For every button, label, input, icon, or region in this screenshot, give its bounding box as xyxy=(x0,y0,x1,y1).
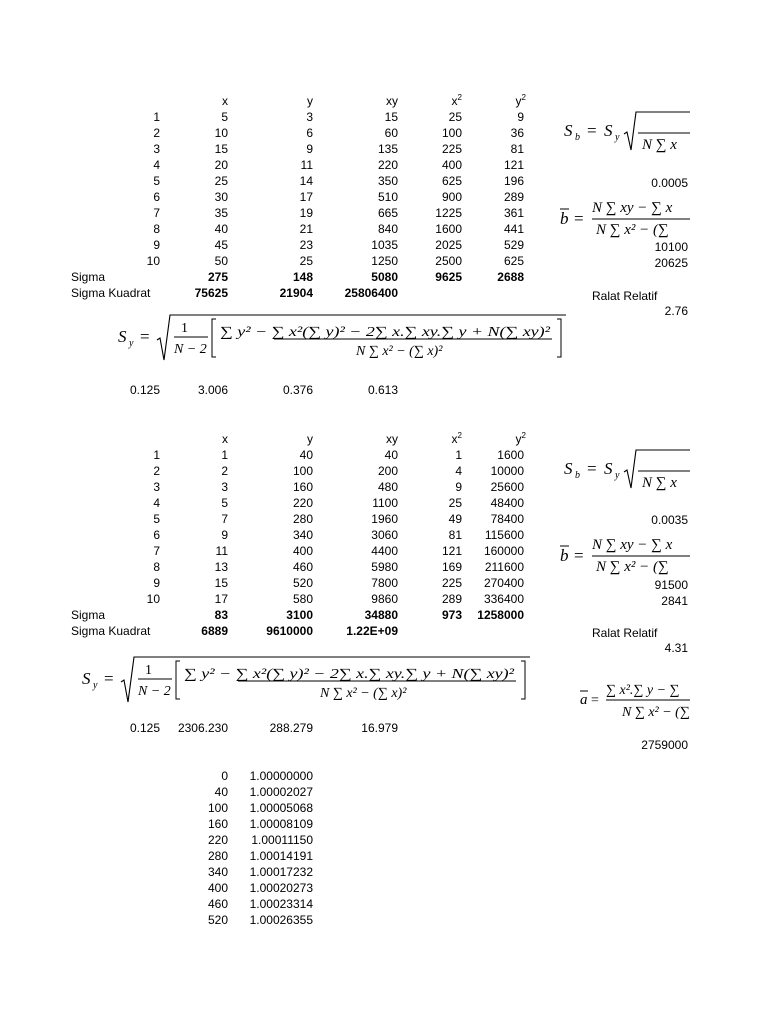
header-y: y xyxy=(307,432,313,446)
table-row xyxy=(0,913,768,928)
x2-value: 289 xyxy=(441,592,462,606)
sb-formula-1 xyxy=(560,106,690,154)
a-equals: = xyxy=(591,693,599,708)
y-value: 17 xyxy=(299,190,313,204)
header-x2-exp: 2 xyxy=(457,431,462,440)
x2-value: 400 xyxy=(441,158,462,172)
header-y2 xyxy=(480,432,526,447)
header-x2-base: x xyxy=(451,94,458,108)
y2-value: 1600 xyxy=(497,448,524,462)
bracket-right xyxy=(557,319,561,357)
x2-value: 1600 xyxy=(435,222,462,236)
t3-ratio-value: 1.00008109 xyxy=(249,817,313,831)
row-number: 3 xyxy=(153,142,160,156)
y-value: 9 xyxy=(306,142,313,156)
b-formula-1 xyxy=(556,196,690,242)
sy-subscript: y xyxy=(615,132,620,143)
y-value: 6 xyxy=(306,126,313,140)
bottom-value-2: 3.006 xyxy=(197,383,228,397)
row-number: 6 xyxy=(153,190,160,204)
header-y2-exp: 2 xyxy=(521,93,526,102)
row-number: 3 xyxy=(153,480,160,494)
row-number: 1 xyxy=(153,110,160,124)
sy-symbol: S xyxy=(118,327,127,346)
x-value: 2 xyxy=(221,464,228,478)
xy-value: 40 xyxy=(384,448,398,462)
a-numerator: ∑ x².∑ y − ∑ xyxy=(606,683,680,698)
t3-x-value: 0 xyxy=(221,769,228,783)
sigma-kuadrat-y: 21904 xyxy=(279,286,313,300)
sigma-y: 148 xyxy=(292,270,313,284)
sy-denominator: N ∑ x² − (∑ x)² xyxy=(356,344,443,359)
sigma-kuadrat-x: 6889 xyxy=(201,624,228,638)
sy-nm2: N − 2 xyxy=(138,684,171,699)
sigma-kuadrat-label: Sigma Kuadrat xyxy=(71,624,151,638)
header-x2-base: x xyxy=(451,432,458,446)
x2-value: 1 xyxy=(455,448,462,462)
y2-value: 115600 xyxy=(484,528,524,542)
y2-value: 121 xyxy=(503,158,524,172)
y2-value: 336400 xyxy=(483,592,524,606)
row-number: 9 xyxy=(153,238,160,252)
sigma-x: 83 xyxy=(214,608,228,622)
sb-symbol: S xyxy=(564,121,573,140)
table-row xyxy=(0,801,768,816)
y-value: 3 xyxy=(306,110,313,124)
table1-sigma-row xyxy=(0,270,768,285)
y2-value: 78400 xyxy=(490,512,524,526)
row-number: 2 xyxy=(153,464,160,478)
x2-value: 49 xyxy=(448,512,462,526)
sy-denominator: N ∑ x² − (∑ x)² xyxy=(320,686,407,701)
y2-value: 196 xyxy=(503,174,524,188)
sy-one: 1 xyxy=(145,663,152,678)
xy-value: 480 xyxy=(377,480,398,494)
sigma-x: 275 xyxy=(207,270,228,284)
header-y2 xyxy=(480,94,526,109)
b-denominator: N ∑ x² − (∑ xyxy=(596,222,669,238)
y2-value: 441 xyxy=(503,222,524,236)
a-formula xyxy=(578,678,690,724)
xy-value: 665 xyxy=(377,206,398,220)
xy-value: 9860 xyxy=(371,592,398,606)
bottom-value-4: 0.613 xyxy=(367,383,398,397)
sy-subscript: y xyxy=(129,338,134,349)
t1-ralat-value: 2.76 xyxy=(664,304,688,318)
bottom-value-3: 288.279 xyxy=(269,721,313,735)
y2-value: 9 xyxy=(517,110,524,124)
y-value: 220 xyxy=(292,496,313,510)
t3-x-value: 160 xyxy=(207,817,228,831)
header-xy: xy xyxy=(386,432,398,446)
sb-subscript: b xyxy=(575,132,580,143)
t3-x-value: 40 xyxy=(214,785,228,799)
b-numerator: N ∑ xy − ∑ x xyxy=(592,537,673,553)
x2-value: 4 xyxy=(455,464,462,478)
sy-symbol: S xyxy=(604,121,613,140)
b-symbol: b xyxy=(560,209,569,228)
t3-x-value: 220 xyxy=(207,833,228,847)
y2-value: 361 xyxy=(503,206,524,220)
sb-symbol: S xyxy=(564,459,573,478)
t1-b-value: 0.0005 xyxy=(651,176,688,190)
x-value: 15 xyxy=(214,142,228,156)
table-row xyxy=(0,881,768,896)
x-value: 40 xyxy=(214,222,228,236)
sb-formula-2 xyxy=(560,444,690,492)
y-value: 23 xyxy=(299,238,313,252)
xy-value: 1250 xyxy=(371,254,398,268)
sigma-xy: 5080 xyxy=(371,270,398,284)
xy-value: 840 xyxy=(377,222,398,236)
sy-numerator: ∑ y² − ∑ x²(∑ y)² − 2∑ x.∑ xy.∑ y + N(∑ xy)² xyxy=(184,667,516,682)
table-row xyxy=(0,897,768,912)
sy-subscript: y xyxy=(615,470,620,481)
row-number: 1 xyxy=(153,448,160,462)
t1-num-value: 10100 xyxy=(654,240,688,254)
x2-value: 25 xyxy=(448,110,462,124)
sy-one: 1 xyxy=(181,321,188,336)
sy-formula-2 xyxy=(80,654,532,704)
bottom-value-1: 0.125 xyxy=(129,721,160,735)
x-value: 3 xyxy=(221,480,228,494)
x2-value: 225 xyxy=(441,142,462,156)
x-value: 30 xyxy=(214,190,228,204)
row-number: 10 xyxy=(146,254,160,268)
sb-subscript: b xyxy=(575,470,580,481)
t3-x-value: 400 xyxy=(207,881,228,895)
xy-value: 4400 xyxy=(371,544,398,558)
bottom-value-4: 16.979 xyxy=(361,721,398,735)
x2-value: 900 xyxy=(441,190,462,204)
xy-value: 350 xyxy=(377,174,398,188)
t2-num-value: 91500 xyxy=(654,578,688,592)
x-value: 7 xyxy=(221,512,228,526)
row-number: 4 xyxy=(153,158,160,172)
x-value: 15 xyxy=(214,576,228,590)
table-row xyxy=(0,158,768,173)
x2-value: 169 xyxy=(441,560,462,574)
x2-value: 9 xyxy=(455,480,462,494)
table-row xyxy=(0,785,768,800)
row-number: 7 xyxy=(153,544,160,558)
t3-x-value: 100 xyxy=(207,801,228,815)
t3-x-value: 280 xyxy=(207,849,228,863)
row-number: 9 xyxy=(153,576,160,590)
y-value: 460 xyxy=(292,560,313,574)
xy-value: 200 xyxy=(377,464,398,478)
t3-x-value: 340 xyxy=(207,865,228,879)
sb-denominator: N ∑ x xyxy=(642,137,677,153)
row-number: 2 xyxy=(153,126,160,140)
sigma-y2: 2688 xyxy=(497,270,524,284)
table2-sigma-row xyxy=(0,608,768,623)
row-number: 8 xyxy=(153,560,160,574)
y2-value: 270400 xyxy=(483,576,524,590)
bracket-left xyxy=(176,661,180,699)
xy-value: 510 xyxy=(377,190,398,204)
b-equals: = xyxy=(574,209,584,228)
row-number: 10 xyxy=(146,592,160,606)
xy-value: 1960 xyxy=(371,512,398,526)
y2-value: 48400 xyxy=(490,496,524,510)
sy-numerator: ∑ y² − ∑ x²(∑ y)² − 2∑ x.∑ xy.∑ y + N(∑ xy)² xyxy=(220,325,552,340)
t1-den-value: 20625 xyxy=(654,256,688,270)
a-symbol: a xyxy=(580,692,588,708)
row-number: 6 xyxy=(153,528,160,542)
y2-value: 25600 xyxy=(490,480,524,494)
x2-value: 225 xyxy=(441,576,462,590)
y2-value: 10000 xyxy=(490,464,524,478)
x-value: 10 xyxy=(214,126,228,140)
table-row xyxy=(0,817,768,832)
sy-formula-1 xyxy=(116,312,568,362)
t2-b-value: 0.0035 xyxy=(651,513,688,527)
x-value: 11 xyxy=(215,544,228,558)
sb-equals: = xyxy=(587,121,597,140)
t2-a-value: 2759000 xyxy=(641,738,688,752)
y2-value: 529 xyxy=(503,238,524,252)
y-value: 400 xyxy=(292,544,313,558)
b-denominator: N ∑ x² − (∑ xyxy=(596,559,669,575)
b-symbol: b xyxy=(560,546,569,565)
y-value: 19 xyxy=(299,206,313,220)
t3-ratio-value: 1.00026355 xyxy=(249,913,313,927)
x-value: 5 xyxy=(221,110,228,124)
sigma-xy: 34880 xyxy=(364,608,398,622)
bottom-value-2: 2306.230 xyxy=(177,721,228,735)
x2-value: 625 xyxy=(441,174,462,188)
xy-value: 220 xyxy=(377,158,398,172)
x2-value: 100 xyxy=(441,126,462,140)
bottom-value-3: 0.376 xyxy=(282,383,313,397)
row-number: 5 xyxy=(153,512,160,526)
sy-nm2: N − 2 xyxy=(174,342,207,357)
sy-symbol: S xyxy=(82,669,91,688)
t3-ratio-value: 1.00023314 xyxy=(249,897,313,911)
sb-denominator: N ∑ x xyxy=(642,475,677,491)
y-value: 21 xyxy=(299,222,313,236)
y2-value: 160000 xyxy=(483,544,524,558)
bottom-value-1: 0.125 xyxy=(129,383,160,397)
b-numerator: N ∑ xy − ∑ x xyxy=(592,200,673,216)
sigma-kuadrat-xy: 1.22E+09 xyxy=(346,624,398,638)
x-value: 45 xyxy=(214,238,228,252)
y-value: 280 xyxy=(292,512,313,526)
y-value: 160 xyxy=(292,480,313,494)
y-value: 40 xyxy=(299,448,313,462)
header-x2 xyxy=(420,94,462,109)
sb-equals: = xyxy=(587,459,597,478)
t3-ratio-value: 1.00017232 xyxy=(249,865,313,879)
t3-x-value: 520 xyxy=(207,913,228,927)
xy-value: 3060 xyxy=(371,528,398,542)
sy-equals: = xyxy=(104,669,114,688)
x-value: 9 xyxy=(221,528,228,542)
xy-value: 1100 xyxy=(372,496,398,510)
header-y2-base: y xyxy=(515,432,522,446)
xy-value: 5980 xyxy=(371,560,398,574)
a-denominator: N ∑ x² − (∑ xyxy=(622,705,690,720)
y-value: 25 xyxy=(299,254,313,268)
bracket-right xyxy=(521,661,525,699)
row-number: 7 xyxy=(153,206,160,220)
table-row xyxy=(0,496,768,511)
b-equals: = xyxy=(574,546,584,565)
xy-value: 1035 xyxy=(371,238,398,252)
b-formula-2 xyxy=(556,533,690,579)
xy-value: 135 xyxy=(377,142,398,156)
t3-ratio-value: 1.00020273 xyxy=(249,881,313,895)
t2-ralat-label: Ralat Relatif xyxy=(592,626,658,640)
sigma-y: 3100 xyxy=(286,608,313,622)
t3-ratio-value: 1.00002027 xyxy=(249,785,313,799)
xy-value: 15 xyxy=(384,110,398,124)
y2-value: 625 xyxy=(503,254,524,268)
t3-x-value: 460 xyxy=(207,897,228,911)
t3-ratio-value: 1.00014191 xyxy=(249,849,313,863)
x2-value: 121 xyxy=(441,544,462,558)
y-value: 520 xyxy=(292,576,313,590)
sigma-x2: 973 xyxy=(441,608,462,622)
header-y: y xyxy=(307,94,313,108)
table-row xyxy=(0,849,768,864)
x2-value: 2025 xyxy=(435,238,462,252)
header-x2-exp: 2 xyxy=(457,93,462,102)
t2-ralat-value: 4.31 xyxy=(664,641,688,655)
sy-subscript: y xyxy=(93,680,98,691)
bracket-left xyxy=(212,319,216,357)
x-value: 13 xyxy=(214,560,228,574)
table1-bottom-values xyxy=(0,383,768,398)
x-value: 25 xyxy=(214,174,228,188)
row-number: 5 xyxy=(153,174,160,188)
sy-equals: = xyxy=(140,327,150,346)
sy-symbol: S xyxy=(604,459,613,478)
sigma-kuadrat-y: 9610000 xyxy=(266,624,313,638)
table-row xyxy=(0,769,768,784)
x-value: 1 xyxy=(221,448,228,462)
header-x: x xyxy=(222,432,228,446)
x-value: 20 xyxy=(214,158,228,172)
sigma-kuadrat-x: 75625 xyxy=(194,286,228,300)
y-value: 340 xyxy=(292,528,313,542)
x-value: 50 xyxy=(214,254,228,268)
t3-ratio-value: 1.00005068 xyxy=(249,801,313,815)
row-number: 8 xyxy=(153,222,160,236)
y-value: 14 xyxy=(299,174,313,188)
y2-value: 36 xyxy=(510,126,524,140)
t1-ralat-label: Ralat Relatif xyxy=(592,289,658,303)
x-value: 5 xyxy=(221,496,228,510)
y2-value: 289 xyxy=(503,190,524,204)
y2-value: 211600 xyxy=(484,560,524,574)
sigma-label: Sigma xyxy=(71,270,106,284)
x-value: 17 xyxy=(214,592,228,606)
row-number: 4 xyxy=(153,496,160,510)
y-value: 580 xyxy=(292,592,313,606)
header-xy: xy xyxy=(386,94,398,108)
sigma-y2: 1258000 xyxy=(477,608,524,622)
table-row xyxy=(0,833,768,848)
xy-value: 7800 xyxy=(371,576,398,590)
y-value: 11 xyxy=(300,158,313,172)
y2-value: 81 xyxy=(510,142,524,156)
sigma-label: Sigma xyxy=(71,608,106,622)
sigma-kuadrat-label: Sigma Kuadrat xyxy=(71,286,151,300)
x2-value: 81 xyxy=(448,528,462,542)
header-x: x xyxy=(222,94,228,108)
x2-value: 25 xyxy=(448,496,462,510)
sigma-x2: 9625 xyxy=(435,270,462,284)
t3-ratio-value: 1.00000000 xyxy=(249,769,313,783)
t2-den-value: 2841 xyxy=(661,594,688,608)
header-y2-exp: 2 xyxy=(521,431,526,440)
header-y2-base: y xyxy=(515,94,522,108)
sigma-kuadrat-xy: 25806400 xyxy=(344,286,398,300)
x2-value: 1225 xyxy=(435,206,462,220)
y-value: 100 xyxy=(292,464,313,478)
header-x2 xyxy=(420,432,462,447)
x2-value: 2500 xyxy=(435,254,462,268)
t3-ratio-value: 1.00011150 xyxy=(251,833,313,847)
x-value: 35 xyxy=(214,206,228,220)
table-row xyxy=(0,865,768,880)
xy-value: 60 xyxy=(384,126,398,140)
